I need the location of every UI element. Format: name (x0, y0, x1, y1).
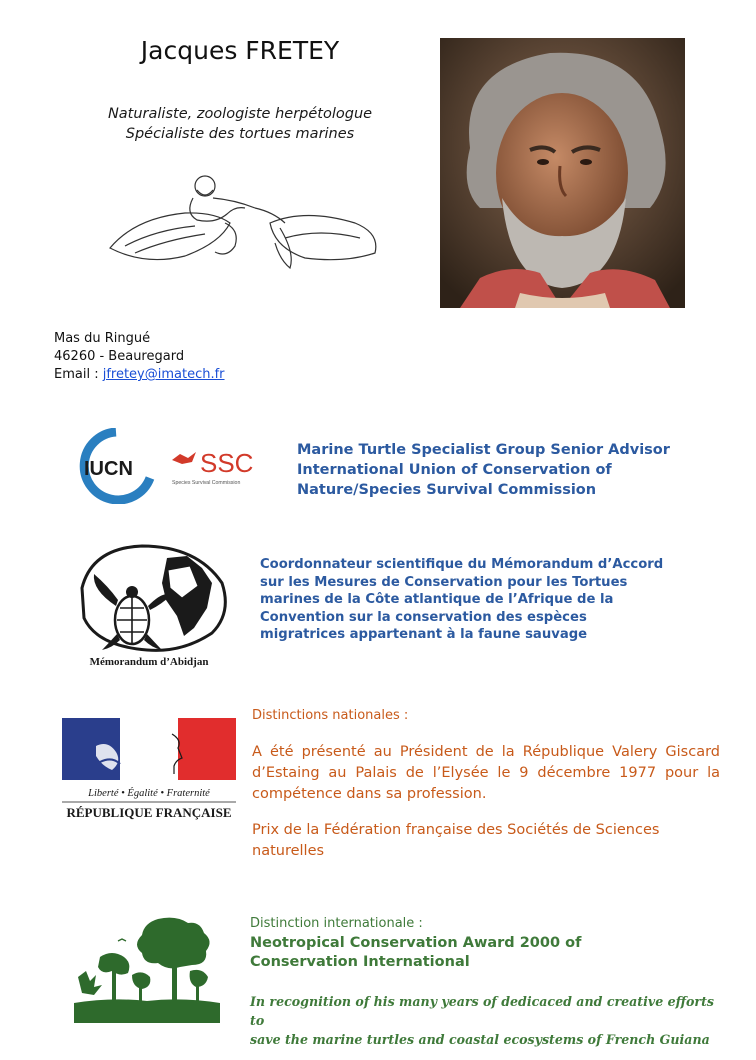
national-distinctions-heading: Distinctions nationales : (252, 708, 409, 723)
international-distinction-heading: Distinction internationale : (250, 916, 423, 931)
portrait-photo (440, 38, 685, 308)
international-award-line-2: Conservation International (250, 954, 470, 970)
iucn-role-line-3: Nature/Species Survival Commission (297, 482, 597, 498)
abidjan-role-line-1: Coordonnateur scientifique du Mémorandum d’Accord (260, 557, 664, 572)
international-award-line-1: Neotropical Conservation Award 2000 of (250, 935, 582, 951)
iucn-ssc-logo (76, 428, 276, 504)
abidjan-logo-caption: Mémorandum d’Abidjan (89, 656, 209, 668)
international-award-citation (250, 992, 720, 1049)
person-name: Jacques FRETEY (140, 36, 340, 65)
rf-logo-name: RÉPUBLIQUE FRANÇAISE (66, 805, 232, 820)
national-award-federation: Prix de la Fédération française des Sociétés de Sciences naturelles (252, 822, 660, 859)
ssc-logo-subtext: Species Survival Commission (172, 480, 241, 486)
person-subtitle (60, 104, 420, 144)
email-link[interactable]: jfretey@imatech.fr (102, 367, 225, 382)
abidjan-role-line-4: Convention sur la conservation des espèces (260, 609, 587, 625)
rf-logo-motto: Liberté • Égalité • Fraternité (88, 788, 210, 799)
iucn-role-line-2: International Union of Conservation of (297, 462, 612, 478)
address-line-2: 46260 - Beauregard (54, 349, 185, 364)
abidjan-role-line-3: marines de la Côte atlantique de l’Afrique de la (260, 592, 614, 607)
contact-address (54, 330, 225, 384)
iucn-role-line-1: Marine Turtle Specialist Group Senior Advisor (297, 442, 670, 458)
ssc-logo-text: SSC (200, 448, 254, 478)
international-award (250, 934, 710, 972)
citation-line-2: save the marine turtles and coastal ecosystems of French Guiana (250, 1032, 710, 1047)
abidjan-role-line-5: migratrices appartenant à la faune sauvage (260, 627, 588, 642)
abidjan-role (260, 556, 700, 644)
conservation-international-logo (72, 915, 222, 1025)
abidjan-role-line-2: sur les Mesures de Conservation pour les Tortues (260, 574, 628, 590)
iucn-logo-text: IUCN (84, 458, 133, 480)
turtle-sketch-illustration (105, 168, 385, 278)
email-label: Email : (54, 367, 103, 382)
republique-francaise-logo (60, 716, 238, 826)
email-row (54, 366, 225, 384)
iucn-role (297, 440, 737, 500)
abidjan-memorandum-logo (62, 538, 237, 670)
address-line-1: Mas du Ringué (54, 331, 151, 346)
citation-line-1: In recognition of his many years of dedicaced and creative efforts to (250, 994, 714, 1028)
national-award-elysee: A été présenté au Président de la République Valery Giscard d’Estaing au Palais de l’Elysée le 9 décembre 1977 pour la compétence dans sa profession. (252, 744, 720, 802)
subtitle-line-1: Naturaliste, zoologiste herpétologue (107, 106, 373, 122)
subtitle-line-2: Spécialiste des tortues marines (125, 126, 355, 142)
